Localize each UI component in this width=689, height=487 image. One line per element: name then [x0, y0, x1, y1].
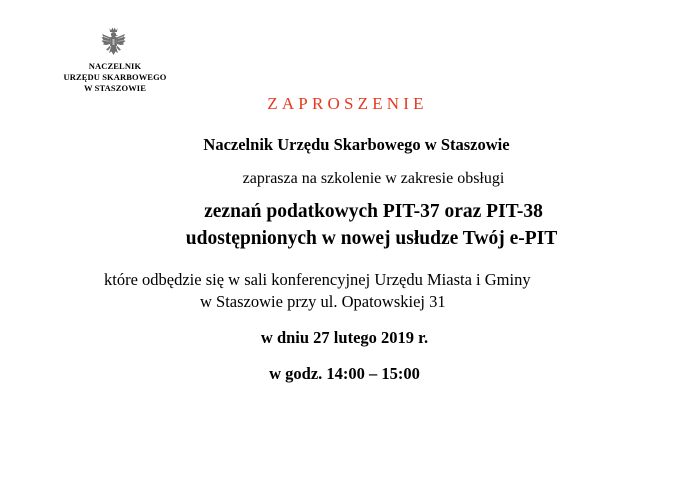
training-subject-line-1: zeznań podatkowych PIT-37 oraz PIT-38 [204, 201, 543, 222]
document-title: ZAPROSZENIE [267, 94, 428, 113]
issuer-heading: Naczelnik Urzędu Skarbowego w Staszowie [203, 135, 510, 154]
office-name-line-1: NACZELNIK [88, 61, 142, 71]
event-time: w godz. 14:00 – 15:00 [269, 364, 420, 383]
office-name-line-2: URZĘDU SKARBOWEGO [63, 72, 167, 82]
office-name [45, 61, 185, 94]
venue-line-2: w Staszowie przy ul. Opatowskiej 31 [200, 292, 446, 311]
eagle-emblem-icon [100, 26, 127, 58]
training-subject-line-2: udostępnionych w nowej usłudze Twój e-PIT [185, 228, 558, 249]
office-name-line-3: W STASZOWIE [84, 83, 146, 93]
venue-line-1: które odbędzie się w sali konferencyjnej Urzędu Miasta i Gminy [104, 270, 531, 289]
invitation-text: zaprasza na szkolenie w zakresie obsługi [242, 170, 505, 187]
event-date: w dniu 27 lutego 2019 r. [260, 328, 429, 347]
